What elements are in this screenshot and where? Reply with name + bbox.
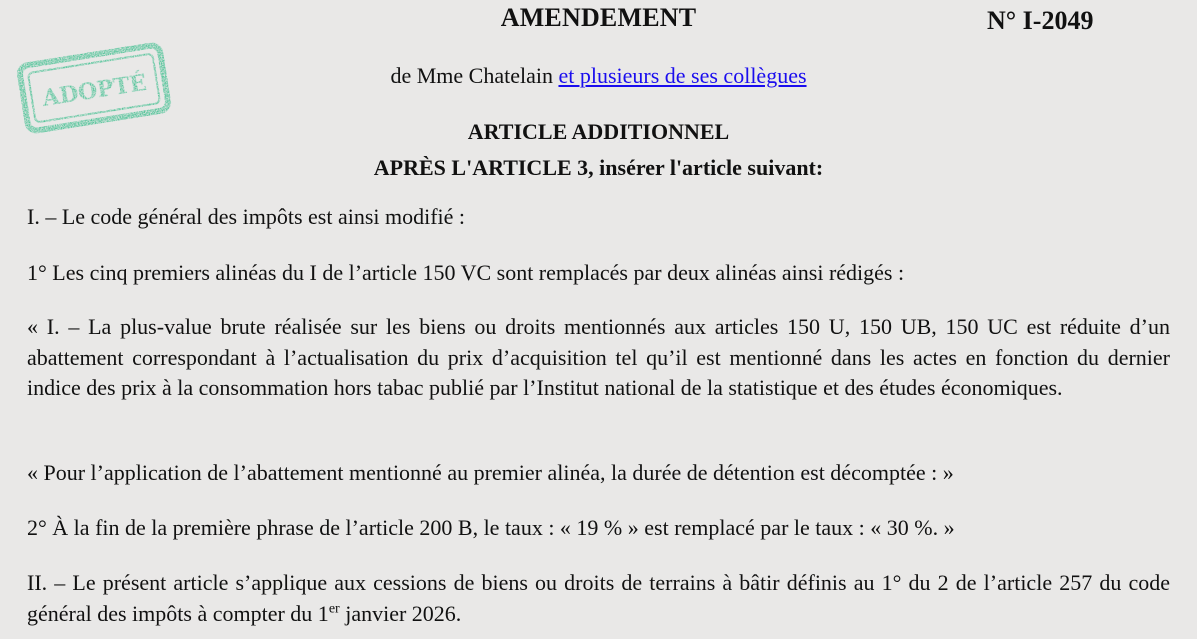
ordinal-superscript: er	[328, 601, 340, 617]
paragraph-6-text: II. – Le présent article s’applique aux cessions de biens ou droits de terrains à bâtir définis au 1° du 2 de l’article 257 du code général des impôts à compter du 1	[27, 570, 1170, 626]
paragraph-6-end: janvier 2026.	[339, 600, 462, 626]
paragraph-4: « Pour l’application de l’abattement mentionné au premier alinéa, la durée de détention est décomptée : »	[27, 460, 954, 485]
amendment-number: N° I-2049	[987, 6, 1094, 35]
document-title: AMENDEMENT	[500, 3, 697, 32]
article-subheading: APRÈS L'ARTICLE 3, insérer l'article suivant:	[373, 155, 824, 180]
paragraph-6	[27, 568, 1170, 629]
authors-line	[0, 63, 1197, 89]
authors-prefix: de Mme Chatelain	[390, 63, 559, 88]
colleagues-link[interactable]: et plusieurs de ses collègues	[558, 63, 807, 88]
paragraph-5: 2° À la fin de la première phrase de l’article 200 B, le taux : « 19 % » est remplacé par le taux : « 30 %. »	[27, 515, 955, 540]
paragraph-1: I. – Le code général des impôts est ainsi modifié :	[27, 204, 466, 229]
article-heading: ARTICLE ADDITIONNEL	[467, 119, 730, 144]
paragraph-3: « I. – La plus-value brute réalisée sur les biens ou droits mentionnés aux articles 150 U, 150 UB, 150 UC est réduite d’un abattement correspondant à l’actualisation du prix d’acquisition tel qu’il est mentionné dans les actes en fonction du dernier indice des prix à la consommation hors tabac publié par l’Institut national de la statistique et des études économiques.	[27, 314, 1170, 400]
stamp-label: ADOPTÉ	[40, 69, 149, 113]
paragraph-2: 1° Les cinq premiers alinéas du I de l’article 150 VC sont remplacés par deux alinéas ainsi rédigés :	[27, 260, 905, 285]
